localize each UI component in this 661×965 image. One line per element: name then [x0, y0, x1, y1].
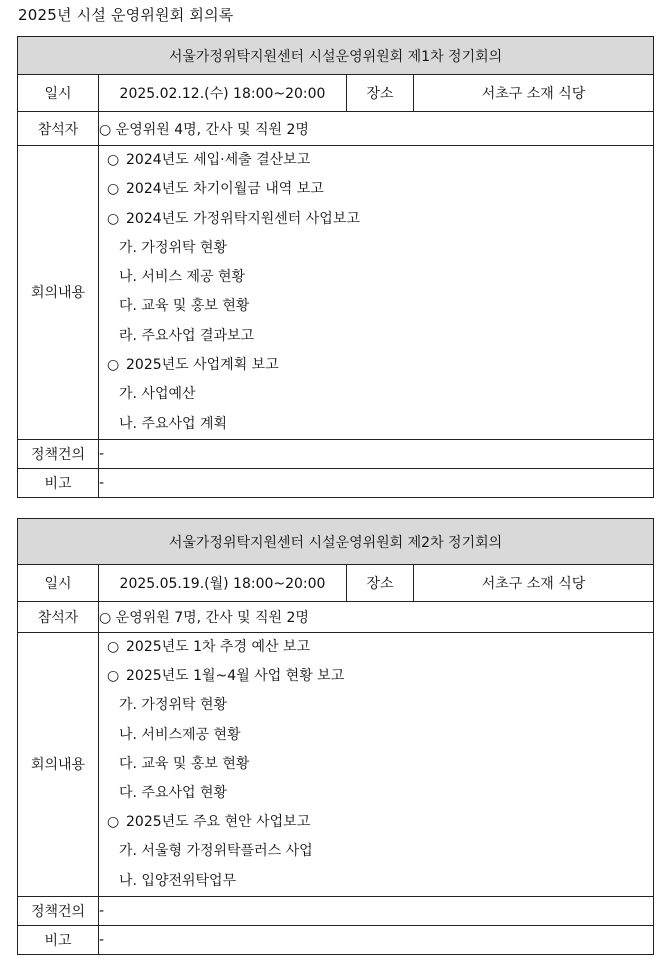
agenda-item-text: 2024년도 차기이월금 내역 보고: [126, 181, 324, 198]
agenda-item: [99, 837, 653, 866]
meeting-1-attendees-label: 참석자: [18, 112, 99, 146]
agenda-item-text: 가. 가정위탁 현황: [119, 239, 228, 256]
meeting-2-date-label: 일시: [18, 565, 99, 602]
agenda-item-text: 나. 서비스제공 현황: [119, 726, 241, 743]
agenda-item-text: 나. 입양전위탁업무: [119, 872, 237, 889]
agenda-item: [99, 205, 653, 234]
agenda-item: [99, 691, 653, 720]
meeting-1-place-value: 서초구 소재 식당: [414, 75, 654, 112]
agenda-item-text: 2025년도 주요 현안 사업보고: [126, 814, 311, 831]
meeting-1-content-label: 회의내용: [18, 146, 99, 440]
agenda-item-text: 2024년도 가정위탁지원센터 사업보고: [126, 210, 360, 227]
circle-bullet-icon: ○: [107, 814, 120, 831]
agenda-item-text: 2025년도 사업계획 보고: [126, 357, 279, 374]
meeting-1-content-list: [99, 146, 654, 440]
circle-bullet-icon: ○: [107, 668, 120, 685]
meeting-1-date-value: 2025.02.12.(수) 18:00~20:00: [99, 75, 347, 112]
meeting-2-date-value: 2025.05.19.(월) 18:00~20:00: [99, 565, 347, 602]
agenda-item: [99, 750, 653, 779]
agenda-item: [99, 662, 653, 691]
meeting-2-note-value: -: [99, 925, 654, 954]
page-title: 2025년 시설 운영위원회 회의록: [18, 6, 234, 24]
meeting-2-policy-label: 정책건의: [18, 896, 99, 925]
agenda-item: [99, 410, 653, 439]
meeting-1-note-label: 비고: [18, 468, 99, 497]
meeting-1-date-label: 일시: [18, 75, 99, 112]
agenda-item-text: 가. 사업예산: [119, 386, 196, 403]
agenda-item: [99, 867, 653, 896]
agenda-item-text: 2025년도 1차 추경 예산 보고: [126, 639, 311, 655]
agenda-list: [99, 146, 653, 439]
meeting-1-place-label: 장소: [347, 75, 414, 112]
meeting-2-attendees-value: ○ 운영위원 7명, 간사 및 직원 2명: [99, 602, 654, 633]
agenda-item-text: 가. 서울형 가정위탁플러스 사업: [119, 843, 313, 860]
agenda-item-text: 다. 교육 및 홍보 현황: [119, 755, 250, 772]
agenda-item-text: 나. 주요사업 계획: [119, 415, 228, 432]
meeting-2-table: [17, 518, 654, 955]
meeting-1-policy-label: 정책건의: [18, 439, 99, 468]
meeting-2-place-label: 장소: [347, 565, 414, 602]
meeting-1-table: [17, 36, 654, 498]
agenda-item: [99, 721, 653, 750]
agenda-item: [99, 292, 653, 321]
meeting-2-policy-value: -: [99, 896, 654, 925]
agenda-item: [99, 263, 653, 292]
agenda-item: [99, 175, 653, 204]
circle-bullet-icon: ○: [107, 152, 120, 168]
meeting-1-note-value: -: [99, 468, 654, 497]
agenda-item: [99, 380, 653, 409]
circle-bullet-icon: ○: [107, 181, 120, 198]
meeting-1-attendees-value: ○ 운영위원 4명, 간사 및 직원 2명: [99, 112, 654, 146]
meeting-2-content-list: [99, 633, 654, 897]
meeting-2-header: 서울가정위탁지원센터 시설운영위원회 제2차 정기회의: [18, 519, 654, 565]
agenda-item: [99, 808, 653, 837]
meeting-1-policy-value: -: [99, 439, 654, 468]
agenda-item-text: 다. 주요사업 현황: [119, 784, 228, 801]
agenda-item: [99, 779, 653, 808]
agenda-item-text: 2025년도 1월~4월 사업 현황 보고: [126, 668, 345, 685]
agenda-item: [99, 351, 653, 380]
agenda-item: [99, 146, 653, 175]
agenda-item-text: 다. 교육 및 홍보 현황: [119, 298, 250, 315]
agenda-list: [99, 633, 653, 896]
agenda-item: [99, 633, 653, 662]
meeting-2-place-value: 서초구 소재 식당: [414, 565, 654, 602]
meeting-2-note-label: 비고: [18, 925, 99, 954]
circle-bullet-icon: ○: [107, 357, 120, 374]
agenda-item: [99, 322, 653, 351]
agenda-item-text: 라. 주요사업 결과보고: [119, 327, 255, 344]
circle-bullet-icon: ○: [107, 639, 120, 655]
agenda-item-text: 가. 가정위탁 현황: [119, 697, 228, 714]
circle-bullet-icon: ○: [107, 210, 120, 227]
meeting-2-attendees-label: 참석자: [18, 602, 99, 633]
agenda-item: [99, 234, 653, 263]
meeting-2-content-label: 회의내용: [18, 633, 99, 897]
meeting-1-header: 서울가정위탁지원센터 시설운영위원회 제1차 정기회의: [18, 37, 654, 75]
agenda-item-text: 나. 서비스 제공 현황: [119, 269, 245, 286]
agenda-item-text: 2024년도 세입·세출 결산보고: [126, 152, 311, 168]
